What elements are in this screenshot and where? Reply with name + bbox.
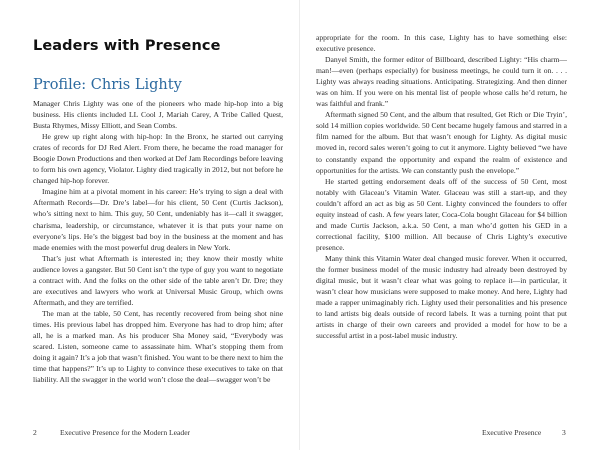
- right-page: [300, 0, 600, 450]
- profile-heading: Profile: Chris Lighty: [33, 77, 182, 93]
- right-page-number: 3: [562, 428, 566, 437]
- right-body-text: [316, 32, 567, 420]
- paragraph: Aftermath signed 50 Cent, and the album that resulted, Get Rich or Die Tryin’, sold 14 million copies worldwide. 50 Cent became hugely famous and starred in a film named for the album. But that wasn’t enough for Lighty. As digital music moved in, record sales weren’t going to cut it anymore. Lighty believed “we have to constantly expand the opportunity and expand the realm of existence and opportunities for the artists. We can constantly push the envelope.”: [316, 110, 567, 175]
- paragraph: The man at the table, 50 Cent, has recently recovered from being shot nine times. His previous label has dropped him. Everyone has had to drop him; after all, he is a marked man. As his producer Sha Money said, “Everybody was scared. Listen, someone came to assassinate him. What’s stopping them from doing it again? It’s a job that wasn’t finished. You want to be there next to him the time that happens?” It’s up to Lighty to convince these executives to take on that liability. All the swagger in the world won’t close the deal—swagger won’t be: [33, 308, 283, 385]
- left-body-text: [33, 98, 283, 420]
- paragraph: That’s just what Aftermath is interested in; they know their mostly white audience loves a gangster. But 50 Cent isn’t the type of guy you want to negotiate a contract with. And the folks on the other side of the table aren’t Dr. Dre; they are executives and lawyers who work at Universal Music Group, which owns Aftermath, and they are terrified.: [33, 253, 283, 307]
- paragraph: Imagine him at a pivotal moment in his career: He’s trying to sign a deal with Aftermath Records—Dr. Dre’s label—for his client, 50 Cent (Curtis Jackson), who’s sitting next to him. This guy, 50 Cent, undeniably has it—call it swagger, charisma, leadership, or circumstance, whatever it is that puts your name on everyone’s lips. He’s the biggest bad boy in the business at the moment and has made enemies with the most powerful drug dealers in New York.: [33, 187, 283, 252]
- left-page-number: 2: [33, 428, 37, 437]
- paragraph: Danyel Smith, the former editor of Billboard, described Lighty: “His charm—man!—even (perhaps especially) for business meetings, he could turn it on. . . . Lighty was always reading situations. Anticipating. Strategizing. And then dinner was on him. If you were on his mental list of people whose calls he’d return, he was faithful and frank.”: [316, 55, 567, 109]
- paragraph: Manager Chris Lighty was one of the pioneers who made hip-hop into a big business. His clients included LL Cool J, Mariah Carey, A Tribe Called Quest, Busta Rhymes, Missy Elliott, and Sean Combs.: [33, 99, 283, 131]
- paragraph: He grew up right along with hip-hop: In the Bronx, he started out carrying crates of records for DJ Red Alert. From there, he became the road manager for Boogie Down Productions and then worked at Def Jam Recordings before leaving to form his own agency, Violator. Lighty died tragically in 2012, but not before he changed hip-hop forever.: [33, 132, 283, 186]
- chapter-title: Leaders with Presence: [33, 38, 221, 54]
- paragraph: Many think this Vitamin Water deal changed music forever. When it occurred, the former business model of the music industry had already been destroyed by digital music, but it wasn’t clear what was going to replace it—in particular, it wasn’t clear how musicians were supposed to make money. And here, Lighty had made a rapper unimaginably rich. Lighty used their personalities and his presence to land artists big deals outside of record labels. It was a turning point that put artists in charge of their own careers and provided a model for how to be a successful artist in a post-label music industry.: [316, 253, 567, 341]
- right-running-title: Executive Presence: [482, 428, 542, 437]
- left-running-title: Executive Presence for the Modern Leader: [60, 428, 191, 437]
- paragraph: appropriate for the room. In this case, Lighty has to have something else: executive presence.: [316, 33, 567, 54]
- paragraph: He started getting endorsement deals off of the success of 50 Cent, most notably with Glaceau’s Vitamin Water. Glaceau was still a start-up, and they couldn’t afford an act as big as 50 Cent. Lighty convinced the founders to offer equity instead of cash. A few years later, Coca-Cola bought Glaceau for $4 billion and made Curtis Jackson, a.k.a. 50 Cent, a man who’d gotten his GED in a correctional facility, $100 million. All because of Chris Lighty’s executive presence.: [316, 176, 567, 252]
